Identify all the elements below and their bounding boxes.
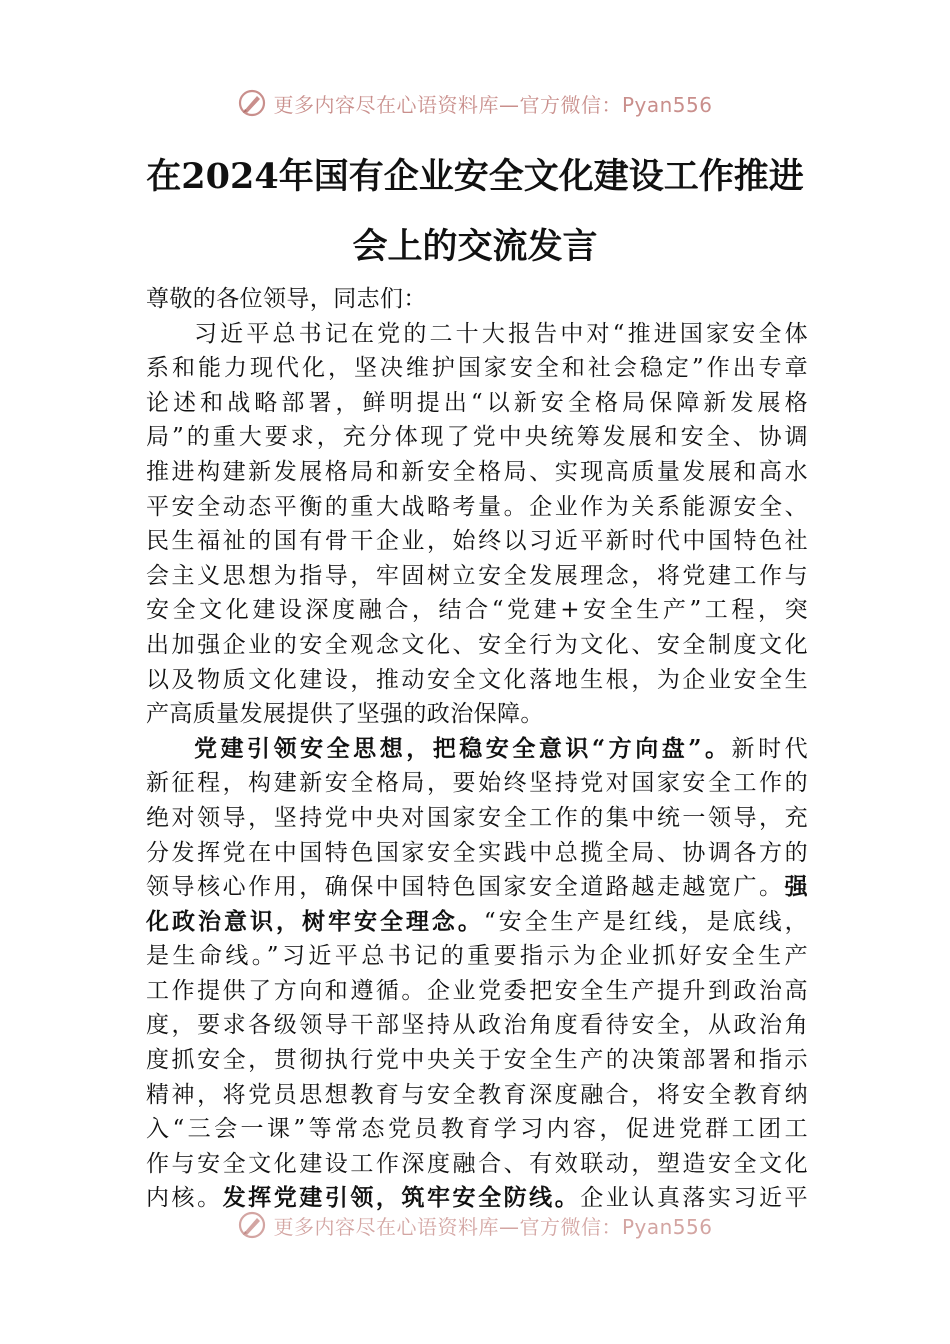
paragraph-2-line: 是生命线。”习近平总书记的重要指示为企业抓好安全生产	[146, 943, 808, 970]
document-body	[146, 282, 808, 1216]
paragraph-1-line: 推进构建新发展格局和新安全格局、实现高质量发展和高水	[146, 458, 808, 485]
watermark-text: 更多内容尽在心语资料库—官方微信：Pyan556	[273, 92, 713, 117]
watermark-footer	[0, 1208, 950, 1242]
paragraph-1-line: 会主义思想为指导，牢固树立安全发展理念，将党建工作与	[146, 562, 808, 589]
paragraph-1-line: 民生福祉的国有骨干企业，始终以习近平新时代中国特色社	[146, 528, 808, 555]
paragraph-2-line: 作与安全文化建设工作深度融合、有效联动，塑造安全文化	[146, 1150, 808, 1177]
paragraph-2-text: 新时代	[731, 735, 809, 762]
paragraph-2-line	[146, 732, 808, 767]
paragraph-1-line: 局”的重大要求，充分体现了党中央统筹发展和安全、协调	[146, 424, 808, 451]
watermark-text: 更多内容尽在心语资料库—官方微信：Pyan556	[273, 1214, 713, 1239]
paragraph-1-line: 论述和战略部署，鲜明提出“以新安全格局保障新发展格	[146, 389, 808, 416]
document-title-line-1: 在2024年国有企业安全文化建设工作推进	[146, 156, 804, 197]
paragraph-2-line	[146, 905, 808, 940]
paragraph-1-line: 产高质量发展提供了坚强的政治保障。	[146, 701, 544, 728]
paragraph-1-line: 以及物质文化建设，推动安全文化落地生根，为企业安全生	[146, 666, 808, 693]
paragraph-1-line: 出加强企业的安全观念文化、安全行为文化、安全制度文化	[146, 631, 808, 658]
paragraph-2-line: 入“三会一课”等常态党员教育学习内容，促进党群工团工	[146, 1116, 808, 1143]
paragraph-1-line: 系和能力现代化，坚决维护国家安全和社会稳定”作出专章	[146, 355, 808, 382]
paragraph-2-line: 工作提供了方向和遵循。企业党委把安全生产提升到政治高	[146, 977, 808, 1004]
paragraph-1-line: 安全文化建设深度融合，结合“党建+安全生产”工程，突	[146, 597, 808, 624]
document-title-line-2: 会上的交流发言	[352, 226, 598, 267]
paragraph-2-line: 分发挥党在中国特色国家安全实践中总揽全局、协调各方的	[146, 839, 808, 866]
paragraph-2-line: 绝对领导，坚持党中央对国家安全工作的集中统一领导，充	[146, 804, 808, 831]
paragraph-2-line: 度，要求各级领导干部坚持从政治角度看待安全，从政治角	[146, 1012, 808, 1039]
paragraph-2-text: “安全生产是红线，是底线，	[483, 908, 808, 935]
pen-logo-icon	[237, 88, 267, 118]
paragraph-2-line: 度抓安全，贯彻执行党中央关于安全生产的决策部署和指示	[146, 1047, 808, 1074]
paragraph-2-text: 内核。	[146, 1185, 223, 1212]
pen-logo-icon	[237, 1210, 267, 1240]
paragraph-2-line: 精神，将党员思想教育与安全教育深度融合，将安全教育纳	[146, 1081, 808, 1108]
paragraph-2-text: 领导核心作用，确保中国特色国家安全道路越走越宽广。	[146, 874, 785, 901]
paragraph-1-line: 习近平总书记在党的二十大报告中对“推进国家安全体	[194, 320, 808, 347]
paragraph-1-line: 平安全动态平衡的重大战略考量。企业作为关系能源安全、	[146, 493, 808, 520]
subheading: 化政治意识，树牢安全理念。	[146, 907, 484, 935]
subheading: 强	[784, 873, 808, 901]
salutation: 尊敬的各位领导，同志们：	[146, 286, 427, 312]
subheading: 发挥党建引领，筑牢安全防线。	[222, 1184, 581, 1212]
paragraph-2-line	[146, 870, 808, 905]
paragraph-2-text: 企业认真落实习近平	[580, 1185, 808, 1212]
watermark-header	[0, 86, 950, 120]
paragraph-2-line: 新征程，构建新安全格局，要始终坚持党对国家安全工作的	[146, 770, 808, 797]
section-heading: 党建引领安全思想，把稳安全意识“方向盘”。	[194, 734, 732, 762]
